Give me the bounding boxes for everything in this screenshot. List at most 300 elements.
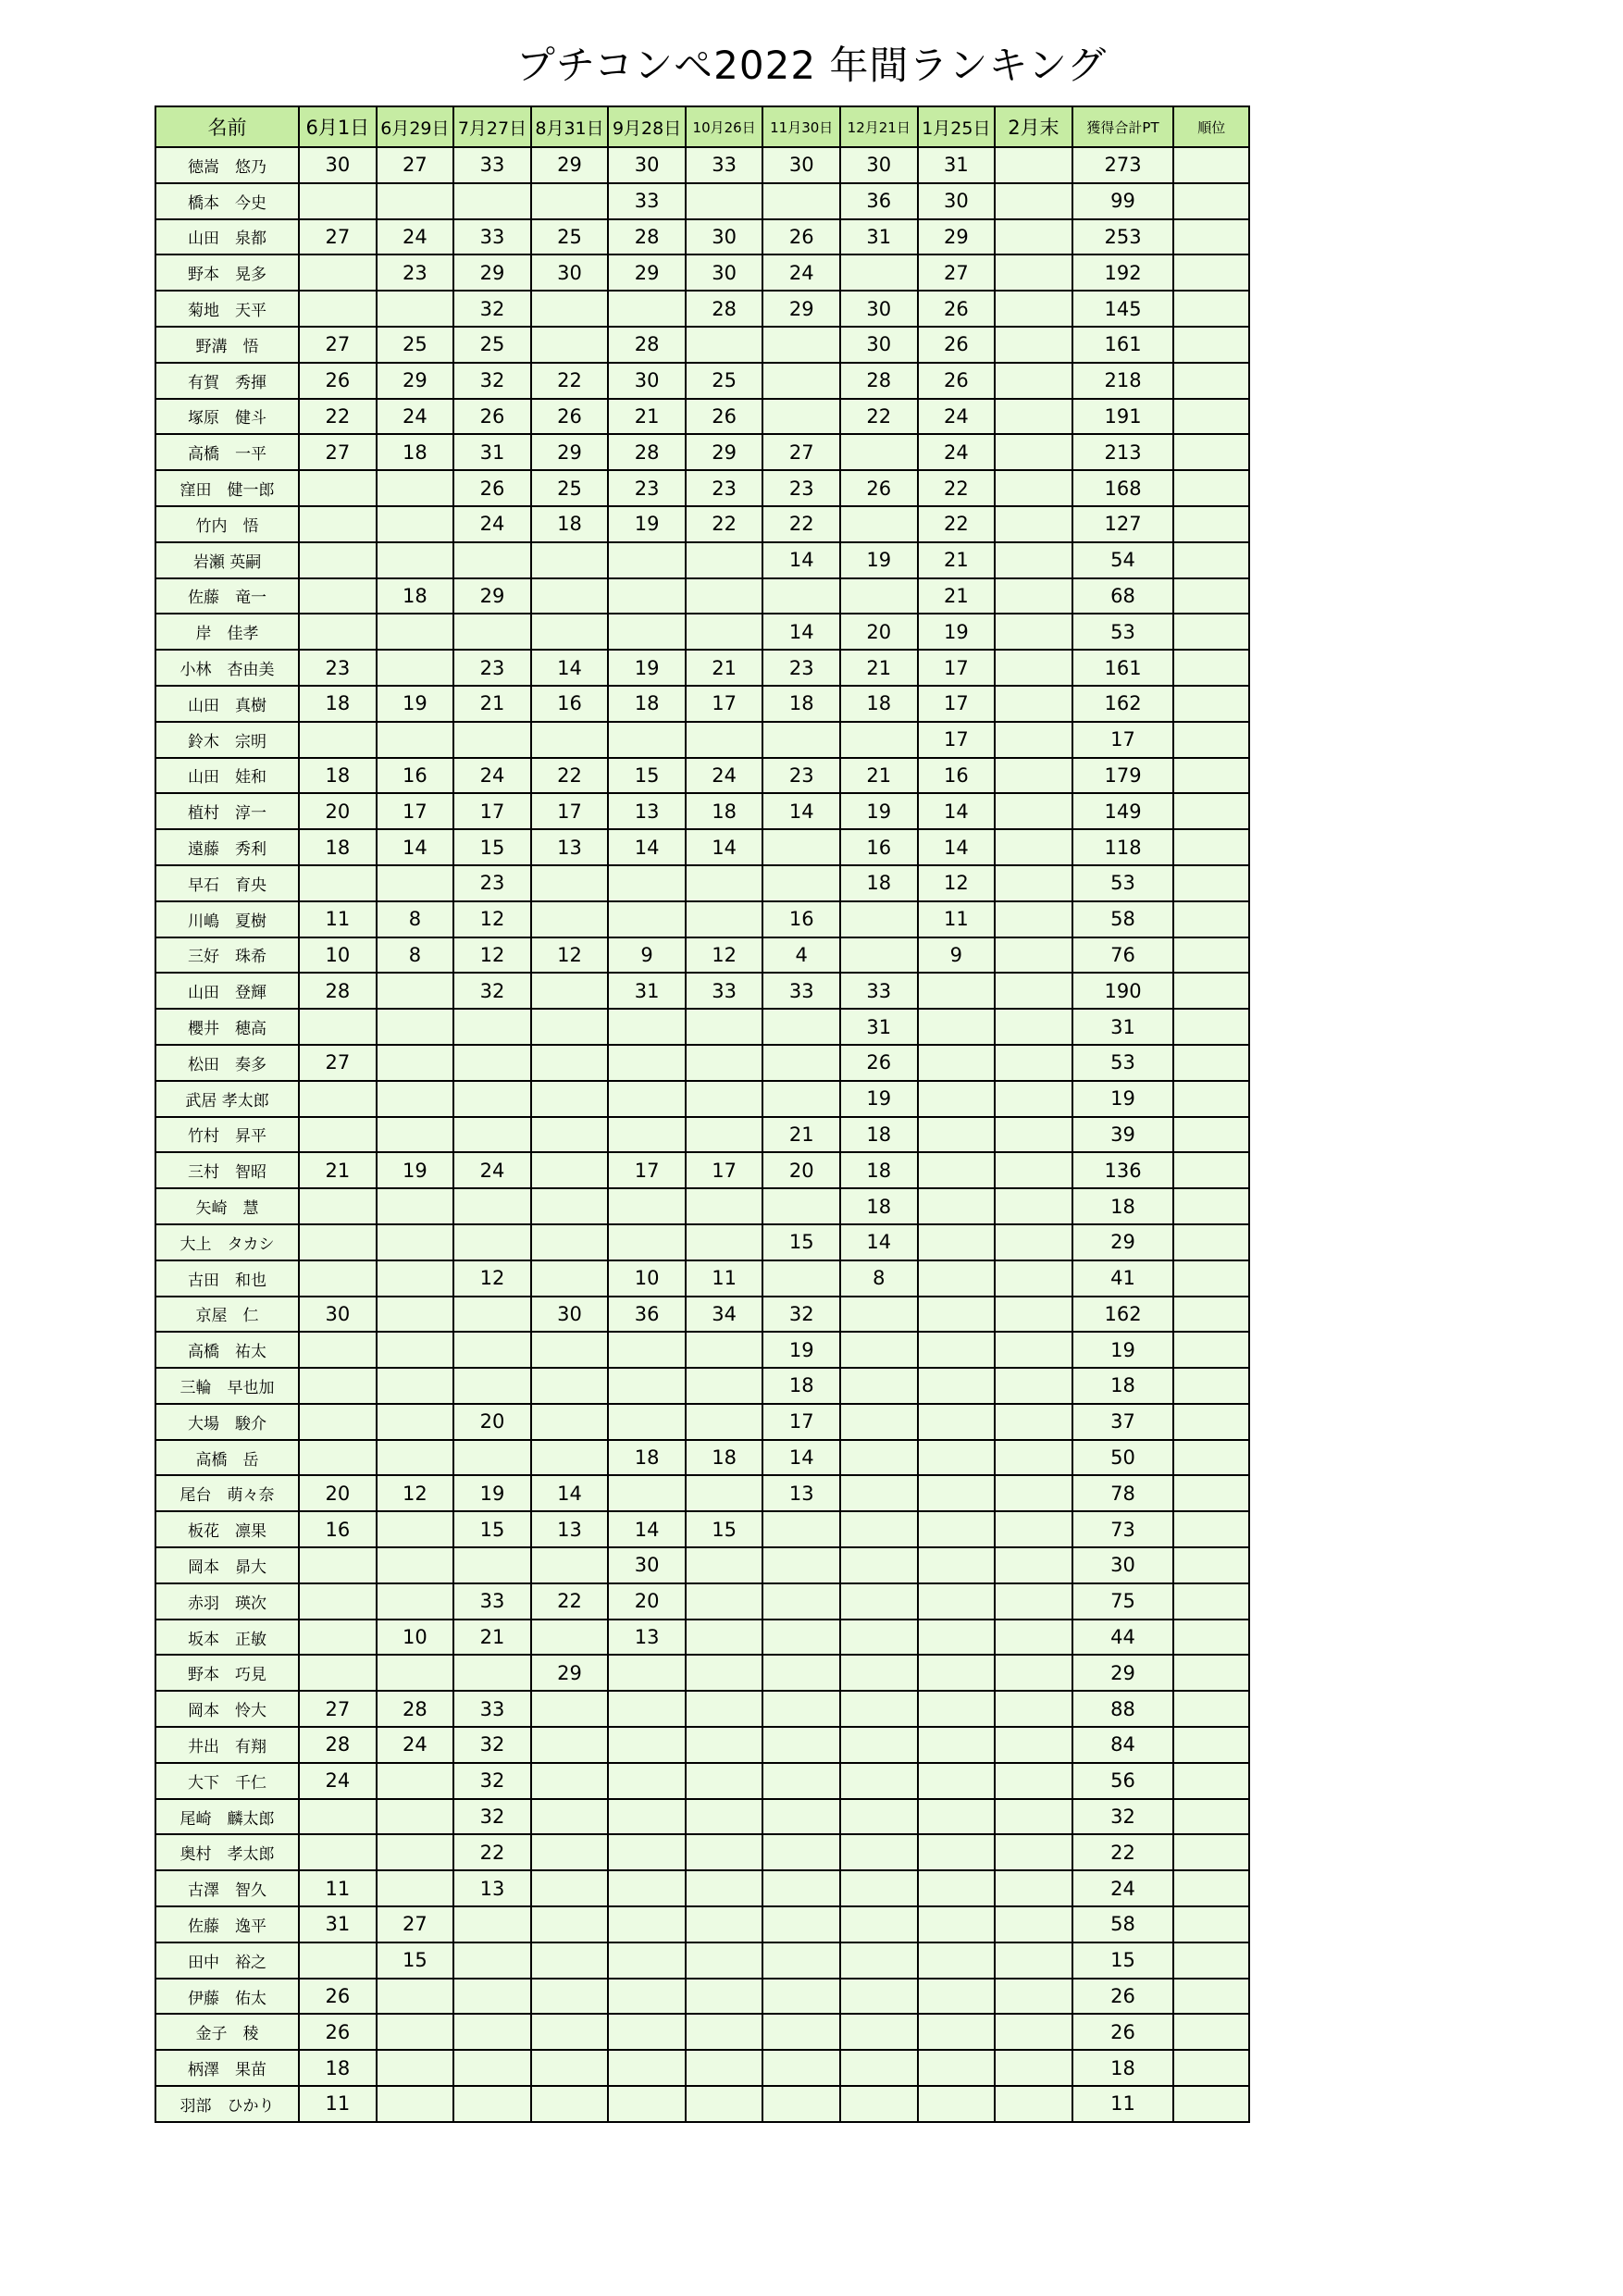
- score-12-21-cell: 18: [840, 1188, 918, 1224]
- score-12-21-cell: [840, 937, 918, 974]
- table-row: [155, 254, 1249, 291]
- score-2-end-cell: [995, 1799, 1072, 1835]
- score-12-21-cell: 30: [840, 147, 918, 183]
- score-12-21-cell: [840, 2086, 918, 2122]
- score-12-21-cell: [840, 901, 918, 937]
- score-9-28-cell: 18: [608, 686, 686, 722]
- score-1-25-cell: [918, 1117, 996, 1153]
- rank-cell: [1173, 1404, 1249, 1440]
- table-row: [155, 578, 1249, 614]
- score-6-29-cell: [377, 470, 454, 506]
- score-11-30-cell: 32: [762, 1297, 840, 1333]
- score-11-30-cell: 15: [762, 1224, 840, 1260]
- score-10-26-cell: [686, 1009, 763, 1045]
- score-6-01-cell: [299, 578, 377, 614]
- score-7-27-cell: 20: [453, 1404, 531, 1440]
- total-points-cell: 53: [1072, 865, 1174, 901]
- total-points-cell: 11: [1072, 2086, 1174, 2122]
- player-name-cell: 野本 巧見: [155, 1655, 299, 1691]
- score-7-27-cell: 15: [453, 1511, 531, 1547]
- score-6-01-cell: 11: [299, 1870, 377, 1906]
- score-2-end-cell: [995, 1942, 1072, 1979]
- score-8-31-cell: [531, 2086, 609, 2122]
- score-7-27-cell: 25: [453, 327, 531, 363]
- score-8-31-cell: [531, 1906, 609, 1942]
- score-11-30-cell: [762, 1727, 840, 1763]
- score-10-26-cell: [686, 1799, 763, 1835]
- rank-cell: [1173, 1332, 1249, 1368]
- table-row: [155, 434, 1249, 470]
- player-name-cell: 井出 有翔: [155, 1727, 299, 1763]
- score-6-01-cell: [299, 1260, 377, 1297]
- score-9-28-cell: 15: [608, 758, 686, 794]
- total-points-cell: 118: [1072, 829, 1174, 865]
- score-2-end-cell: [995, 1368, 1072, 1404]
- rank-cell: [1173, 937, 1249, 974]
- score-11-30-cell: [762, 1511, 840, 1547]
- total-points-cell: 145: [1072, 291, 1174, 327]
- score-12-21-cell: [840, 1870, 918, 1906]
- player-name-cell: 古澤 智久: [155, 1870, 299, 1906]
- score-6-29-cell: [377, 1332, 454, 1368]
- total-points-cell: 213: [1072, 434, 1174, 470]
- score-11-30-cell: [762, 1188, 840, 1224]
- rank-cell: [1173, 1297, 1249, 1333]
- player-name-cell: 三村 智昭: [155, 1152, 299, 1188]
- score-9-28-cell: [608, 901, 686, 937]
- total-points-cell: 24: [1072, 1870, 1174, 1906]
- score-6-29-cell: [377, 291, 454, 327]
- score-12-21-cell: [840, 1834, 918, 1870]
- table-row: [155, 1332, 1249, 1368]
- score-1-25-cell: [918, 1297, 996, 1333]
- player-name-cell: 京屋 仁: [155, 1297, 299, 1333]
- score-2-end-cell: [995, 1691, 1072, 1727]
- score-10-26-cell: [686, 1979, 763, 2015]
- table-row: [155, 973, 1249, 1009]
- score-8-31-cell: [531, 1332, 609, 1368]
- score-6-01-cell: 23: [299, 650, 377, 686]
- score-6-29-cell: 27: [377, 147, 454, 183]
- score-10-26-cell: [686, 901, 763, 937]
- score-6-29-cell: [377, 1188, 454, 1224]
- table-row: [155, 1081, 1249, 1117]
- page-title: プチコンペ2022 年間ランキング: [515, 43, 1108, 88]
- rank-cell: [1173, 1440, 1249, 1476]
- total-points-cell: 161: [1072, 327, 1174, 363]
- header-date: 9月28日: [608, 106, 686, 147]
- score-6-29-cell: 18: [377, 434, 454, 470]
- score-9-28-cell: [608, 2014, 686, 2050]
- score-9-28-cell: 13: [608, 793, 686, 829]
- table-row: [155, 793, 1249, 829]
- table-body: [155, 147, 1249, 2122]
- score-1-25-cell: 26: [918, 363, 996, 399]
- score-6-01-cell: 26: [299, 363, 377, 399]
- score-9-28-cell: [608, 1224, 686, 1260]
- score-10-26-cell: [686, 1368, 763, 1404]
- table-row: [155, 937, 1249, 974]
- score-2-end-cell: [995, 327, 1072, 363]
- score-2-end-cell: [995, 2014, 1072, 2050]
- rank-cell: [1173, 1368, 1249, 1404]
- total-points-cell: 162: [1072, 1297, 1174, 1333]
- score-6-01-cell: [299, 1583, 377, 1620]
- score-1-25-cell: 17: [918, 650, 996, 686]
- score-8-31-cell: [531, 1763, 609, 1799]
- score-2-end-cell: [995, 183, 1072, 219]
- score-10-26-cell: [686, 1906, 763, 1942]
- table-row: [155, 183, 1249, 219]
- score-7-27-cell: 19: [453, 1475, 531, 1511]
- score-6-29-cell: [377, 1368, 454, 1404]
- score-9-28-cell: 20: [608, 1583, 686, 1620]
- score-11-30-cell: 29: [762, 291, 840, 327]
- score-7-27-cell: [453, 1906, 531, 1942]
- table-row: [155, 758, 1249, 794]
- score-8-31-cell: [531, 1368, 609, 1404]
- score-12-21-cell: [840, 434, 918, 470]
- score-6-01-cell: [299, 1440, 377, 1476]
- header-date: 6月1日: [299, 106, 377, 147]
- rank-cell: [1173, 901, 1249, 937]
- score-12-21-cell: 18: [840, 686, 918, 722]
- score-8-31-cell: 14: [531, 650, 609, 686]
- player-name-cell: 植村 淳一: [155, 793, 299, 829]
- player-name-cell: 山田 真樹: [155, 686, 299, 722]
- player-name-cell: 金子 稜: [155, 2014, 299, 2050]
- table-row: [155, 2014, 1249, 2050]
- score-10-26-cell: [686, 1224, 763, 1260]
- table-row: [155, 1834, 1249, 1870]
- score-6-01-cell: [299, 1224, 377, 1260]
- rank-cell: [1173, 1655, 1249, 1691]
- score-12-21-cell: 18: [840, 1117, 918, 1153]
- score-11-30-cell: 16: [762, 901, 840, 937]
- player-name-cell: 川嶋 夏樹: [155, 901, 299, 937]
- score-1-25-cell: 22: [918, 506, 996, 542]
- score-7-27-cell: 21: [453, 1620, 531, 1656]
- score-11-30-cell: [762, 829, 840, 865]
- score-10-26-cell: [686, 722, 763, 758]
- score-11-30-cell: [762, 2086, 840, 2122]
- player-name-cell: 奥村 孝太郎: [155, 1834, 299, 1870]
- rank-cell: [1173, 1188, 1249, 1224]
- total-points-cell: 75: [1072, 1583, 1174, 1620]
- score-9-28-cell: [608, 1906, 686, 1942]
- table-row: [155, 901, 1249, 937]
- score-11-30-cell: [762, 1655, 840, 1691]
- total-points-cell: 26: [1072, 2014, 1174, 2050]
- score-7-27-cell: 13: [453, 1870, 531, 1906]
- player-name-cell: 山田 娃和: [155, 758, 299, 794]
- score-12-21-cell: 19: [840, 542, 918, 578]
- score-1-25-cell: 19: [918, 614, 996, 650]
- total-points-cell: 39: [1072, 1117, 1174, 1153]
- score-10-26-cell: [686, 1870, 763, 1906]
- table-row: [155, 542, 1249, 578]
- score-2-end-cell: [995, 506, 1072, 542]
- score-10-26-cell: [686, 1942, 763, 1979]
- score-10-26-cell: [686, 327, 763, 363]
- score-11-30-cell: 30: [762, 147, 840, 183]
- score-6-01-cell: [299, 1188, 377, 1224]
- score-11-30-cell: [762, 1870, 840, 1906]
- total-points-cell: 68: [1072, 578, 1174, 614]
- score-12-21-cell: [840, 1297, 918, 1333]
- score-6-29-cell: [377, 1117, 454, 1153]
- rank-cell: [1173, 363, 1249, 399]
- rank-cell: [1173, 2086, 1249, 2122]
- score-6-01-cell: 26: [299, 2014, 377, 2050]
- rank-cell: [1173, 1763, 1249, 1799]
- score-6-01-cell: 24: [299, 1763, 377, 1799]
- score-8-31-cell: 26: [531, 399, 609, 435]
- score-1-25-cell: [918, 1045, 996, 1081]
- score-8-31-cell: [531, 1440, 609, 1476]
- score-2-end-cell: [995, 1297, 1072, 1333]
- score-8-31-cell: [531, 1081, 609, 1117]
- score-1-25-cell: 26: [918, 291, 996, 327]
- score-6-29-cell: [377, 1870, 454, 1906]
- score-12-21-cell: [840, 1368, 918, 1404]
- score-7-27-cell: 32: [453, 1763, 531, 1799]
- score-10-26-cell: 28: [686, 291, 763, 327]
- score-2-end-cell: [995, 1152, 1072, 1188]
- total-points-cell: 18: [1072, 2050, 1174, 2086]
- score-2-end-cell: [995, 1834, 1072, 1870]
- score-10-26-cell: [686, 2014, 763, 2050]
- player-name-cell: 三輪 早也加: [155, 1368, 299, 1404]
- player-name-cell: 早石 育央: [155, 865, 299, 901]
- score-7-27-cell: 32: [453, 291, 531, 327]
- score-2-end-cell: [995, 1870, 1072, 1906]
- rank-cell: [1173, 470, 1249, 506]
- player-name-cell: 武居 孝太郎: [155, 1081, 299, 1117]
- score-2-end-cell: [995, 865, 1072, 901]
- score-7-27-cell: 24: [453, 506, 531, 542]
- score-7-27-cell: 29: [453, 254, 531, 291]
- score-11-30-cell: [762, 1620, 840, 1656]
- score-9-28-cell: [608, 2086, 686, 2122]
- table-row: [155, 1188, 1249, 1224]
- score-6-01-cell: 11: [299, 2086, 377, 2122]
- score-1-25-cell: 22: [918, 470, 996, 506]
- score-1-25-cell: 14: [918, 793, 996, 829]
- score-9-28-cell: [608, 1979, 686, 2015]
- score-1-25-cell: [918, 1440, 996, 1476]
- score-1-25-cell: [918, 1260, 996, 1297]
- score-1-25-cell: [918, 1188, 996, 1224]
- table-row: [155, 829, 1249, 865]
- score-9-28-cell: 29: [608, 254, 686, 291]
- total-points-cell: 58: [1072, 901, 1174, 937]
- score-9-28-cell: [608, 722, 686, 758]
- score-11-30-cell: [762, 1763, 840, 1799]
- score-1-25-cell: [918, 2050, 996, 2086]
- player-name-cell: 竹内 悟: [155, 506, 299, 542]
- table-row: [155, 1297, 1249, 1333]
- score-1-25-cell: [918, 1475, 996, 1511]
- total-points-cell: 127: [1072, 506, 1174, 542]
- header-date: 1月25日: [918, 106, 996, 147]
- score-2-end-cell: [995, 829, 1072, 865]
- score-8-31-cell: [531, 1009, 609, 1045]
- table-row: [155, 1368, 1249, 1404]
- score-1-25-cell: [918, 1404, 996, 1440]
- score-6-01-cell: 20: [299, 793, 377, 829]
- score-2-end-cell: [995, 399, 1072, 435]
- score-10-26-cell: 18: [686, 793, 763, 829]
- table-row: [155, 1117, 1249, 1153]
- total-points-cell: 76: [1072, 937, 1174, 974]
- score-7-27-cell: [453, 542, 531, 578]
- table-row: [155, 2050, 1249, 2086]
- score-12-21-cell: [840, 1906, 918, 1942]
- score-8-31-cell: [531, 722, 609, 758]
- total-points-cell: 22: [1072, 1834, 1174, 1870]
- total-points-cell: 162: [1072, 686, 1174, 722]
- score-8-31-cell: 13: [531, 1511, 609, 1547]
- score-8-31-cell: 12: [531, 937, 609, 974]
- score-6-29-cell: [377, 506, 454, 542]
- score-2-end-cell: [995, 758, 1072, 794]
- score-9-28-cell: 19: [608, 650, 686, 686]
- score-10-26-cell: [686, 1188, 763, 1224]
- player-name-cell: 野溝 悟: [155, 327, 299, 363]
- player-name-cell: 矢崎 慧: [155, 1188, 299, 1224]
- score-9-28-cell: [608, 1727, 686, 1763]
- score-6-29-cell: 17: [377, 793, 454, 829]
- score-11-30-cell: 26: [762, 219, 840, 255]
- rank-cell: [1173, 865, 1249, 901]
- score-6-01-cell: [299, 183, 377, 219]
- score-10-26-cell: 18: [686, 1440, 763, 1476]
- total-points-cell: 29: [1072, 1224, 1174, 1260]
- score-2-end-cell: [995, 1906, 1072, 1942]
- table-row: [155, 291, 1249, 327]
- score-6-29-cell: 16: [377, 758, 454, 794]
- score-8-31-cell: [531, 578, 609, 614]
- total-points-cell: 15: [1072, 1942, 1174, 1979]
- rank-cell: [1173, 1224, 1249, 1260]
- player-name-cell: 山田 登輝: [155, 973, 299, 1009]
- score-11-30-cell: [762, 1906, 840, 1942]
- score-12-21-cell: [840, 254, 918, 291]
- player-name-cell: 野本 晃多: [155, 254, 299, 291]
- score-8-31-cell: [531, 291, 609, 327]
- score-6-01-cell: 27: [299, 327, 377, 363]
- player-name-cell: 岡本 昴大: [155, 1547, 299, 1583]
- score-7-27-cell: 17: [453, 793, 531, 829]
- score-9-28-cell: 19: [608, 506, 686, 542]
- score-11-30-cell: 33: [762, 973, 840, 1009]
- header-row: [155, 106, 1249, 147]
- rank-cell: [1173, 1727, 1249, 1763]
- total-points-cell: 168: [1072, 470, 1174, 506]
- score-10-26-cell: 12: [686, 937, 763, 974]
- score-9-28-cell: 30: [608, 363, 686, 399]
- score-6-29-cell: [377, 2086, 454, 2122]
- score-9-28-cell: [608, 2050, 686, 2086]
- total-points-cell: 19: [1072, 1081, 1174, 1117]
- score-10-26-cell: 23: [686, 470, 763, 506]
- score-6-29-cell: [377, 1979, 454, 2015]
- header-date: 6月29日: [377, 106, 454, 147]
- score-6-01-cell: 10: [299, 937, 377, 974]
- score-11-30-cell: 14: [762, 793, 840, 829]
- score-12-21-cell: 30: [840, 327, 918, 363]
- player-name-cell: 小林 杏由美: [155, 650, 299, 686]
- total-points-cell: 218: [1072, 363, 1174, 399]
- total-points-cell: 17: [1072, 722, 1174, 758]
- score-2-end-cell: [995, 1979, 1072, 2015]
- score-6-01-cell: 18: [299, 829, 377, 865]
- score-6-01-cell: 26: [299, 1979, 377, 2015]
- score-6-01-cell: 30: [299, 1297, 377, 1333]
- score-6-29-cell: 24: [377, 1727, 454, 1763]
- table-row: [155, 1620, 1249, 1656]
- score-7-27-cell: 33: [453, 147, 531, 183]
- score-7-27-cell: [453, 1117, 531, 1153]
- score-10-26-cell: 14: [686, 829, 763, 865]
- score-6-29-cell: [377, 650, 454, 686]
- score-12-21-cell: [840, 506, 918, 542]
- score-10-26-cell: 25: [686, 363, 763, 399]
- score-6-29-cell: [377, 1045, 454, 1081]
- score-1-25-cell: [918, 1727, 996, 1763]
- player-name-cell: 羽部 ひかり: [155, 2086, 299, 2122]
- rank-cell: [1173, 2014, 1249, 2050]
- score-10-26-cell: [686, 1117, 763, 1153]
- rank-cell: [1173, 1260, 1249, 1297]
- score-2-end-cell: [995, 901, 1072, 937]
- score-7-27-cell: 32: [453, 1799, 531, 1835]
- score-9-28-cell: 14: [608, 1511, 686, 1547]
- rank-cell: [1173, 1979, 1249, 2015]
- player-name-cell: 佐藤 逸平: [155, 1906, 299, 1942]
- total-points-cell: 99: [1072, 183, 1174, 219]
- score-9-28-cell: [608, 1763, 686, 1799]
- score-6-29-cell: [377, 1834, 454, 1870]
- score-7-27-cell: 12: [453, 901, 531, 937]
- score-11-30-cell: 18: [762, 686, 840, 722]
- score-2-end-cell: [995, 147, 1072, 183]
- score-2-end-cell: [995, 1475, 1072, 1511]
- total-points-cell: 273: [1072, 147, 1174, 183]
- score-10-26-cell: [686, 865, 763, 901]
- score-12-21-cell: 19: [840, 793, 918, 829]
- score-8-31-cell: [531, 901, 609, 937]
- rank-cell: [1173, 1799, 1249, 1835]
- score-7-27-cell: [453, 2086, 531, 2122]
- score-7-27-cell: 26: [453, 399, 531, 435]
- score-2-end-cell: [995, 578, 1072, 614]
- score-10-26-cell: [686, 1691, 763, 1727]
- score-6-01-cell: [299, 542, 377, 578]
- score-8-31-cell: 22: [531, 1583, 609, 1620]
- score-11-30-cell: 13: [762, 1475, 840, 1511]
- score-12-21-cell: [840, 722, 918, 758]
- score-9-28-cell: [608, 1081, 686, 1117]
- score-9-28-cell: [608, 1404, 686, 1440]
- total-points-cell: 18: [1072, 1188, 1174, 1224]
- score-10-26-cell: [686, 2050, 763, 2086]
- score-6-01-cell: 18: [299, 758, 377, 794]
- score-8-31-cell: [531, 1117, 609, 1153]
- score-7-27-cell: 23: [453, 865, 531, 901]
- player-name-cell: 山田 泉都: [155, 219, 299, 255]
